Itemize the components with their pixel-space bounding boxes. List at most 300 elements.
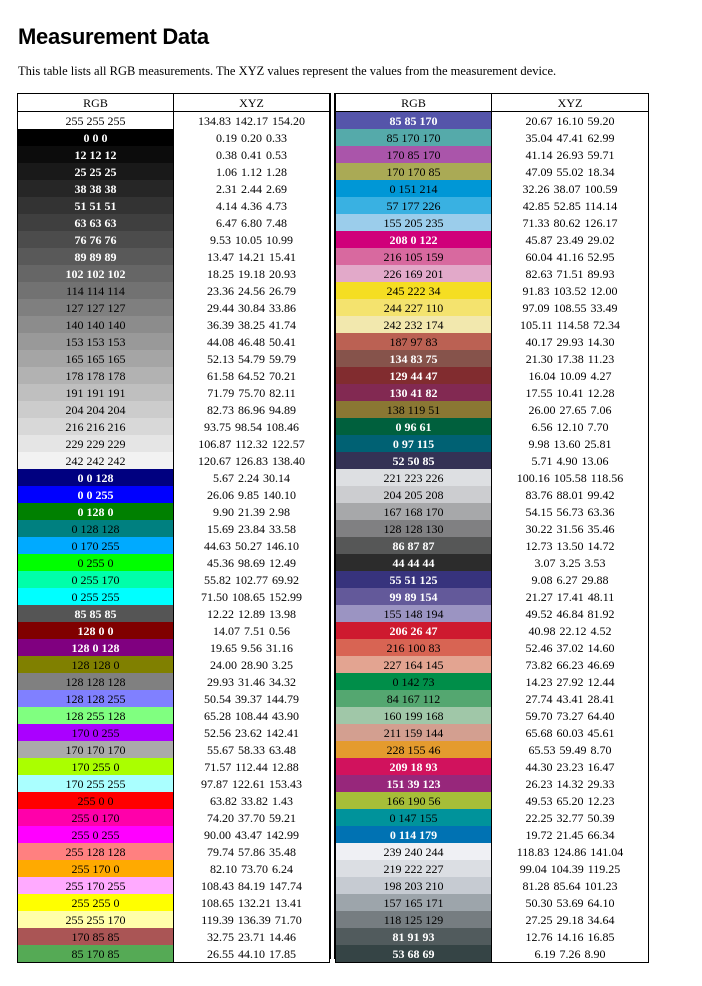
table-row [18,843,330,860]
table-row [336,333,649,350]
xyz-value-cell: 60.04 41.16 52.95 [492,248,649,265]
xyz-value-cell: 36.39 38.25 41.74 [174,316,330,333]
xyz-value-cell: 29.93 31.46 34.32 [174,673,330,690]
rgb-swatch-cell: 0 255 255 [18,588,174,605]
page-title: Measurement Data [18,24,209,49]
xyz-value-cell: 12.76 14.16 16.85 [492,928,649,945]
rgb-swatch-cell: 170 85 85 [18,928,174,945]
xyz-value-cell: 26.00 27.65 7.06 [492,401,649,418]
xyz-value-cell: 119.39 136.39 71.70 [174,911,330,928]
xyz-value-cell: 59.70 73.27 64.40 [492,707,649,724]
xyz-value-cell: 61.58 64.52 70.21 [174,367,330,384]
rgb-swatch-cell: 0 170 255 [18,537,174,554]
rgb-swatch-cell: 0 151 214 [336,180,492,197]
xyz-column-header: XYZ [174,94,330,112]
table-row [18,877,330,894]
rgb-swatch-cell: 85 170 170 [336,129,492,146]
table-row [18,622,330,639]
rgb-swatch-cell: 0 147 155 [336,809,492,826]
table-body-right [336,112,649,963]
xyz-value-cell: 0.19 0.20 0.33 [174,129,330,146]
rgb-swatch-cell: 242 242 242 [18,452,174,469]
rgb-swatch-cell: 151 39 123 [336,775,492,792]
xyz-value-cell: 23.36 24.56 26.79 [174,282,330,299]
table-row [18,656,330,673]
xyz-value-cell: 6.56 12.10 7.70 [492,418,649,435]
table-row [336,690,649,707]
rgb-swatch-cell: 127 127 127 [18,299,174,316]
rgb-swatch-cell: 44 44 44 [336,554,492,571]
table-row [336,775,649,792]
xyz-value-cell: 17.55 10.41 12.28 [492,384,649,401]
table-row [336,554,649,571]
table-row [336,520,649,537]
xyz-value-cell: 41.14 26.93 59.71 [492,146,649,163]
table-row [18,639,330,656]
rgb-swatch-cell: 229 229 229 [18,435,174,452]
rgb-swatch-cell: 114 114 114 [18,282,174,299]
table-row [336,350,649,367]
xyz-value-cell: 18.25 19.18 20.93 [174,265,330,282]
rgb-swatch-cell: 219 222 227 [336,860,492,877]
rgb-swatch-cell: 209 18 93 [336,758,492,775]
table-row [18,452,330,469]
xyz-value-cell: 1.06 1.12 1.28 [174,163,330,180]
table-row [336,265,649,282]
table-row [336,248,649,265]
rgb-swatch-cell: 166 190 56 [336,792,492,809]
table-row [336,894,649,911]
table-body-left [18,112,330,963]
xyz-value-cell: 40.98 22.12 4.52 [492,622,649,639]
xyz-value-cell: 97.87 122.61 153.43 [174,775,330,792]
rgb-swatch-cell: 157 165 171 [336,894,492,911]
table-row [336,163,649,180]
table-row [336,418,649,435]
table-row [336,129,649,146]
xyz-value-cell: 14.23 27.92 12.44 [492,673,649,690]
table-row [18,214,330,231]
rgb-swatch-cell: 208 0 122 [336,231,492,248]
xyz-value-cell: 24.00 28.90 3.25 [174,656,330,673]
xyz-value-cell: 108.43 84.19 147.74 [174,877,330,894]
xyz-value-cell: 5.67 2.24 30.14 [174,469,330,486]
xyz-value-cell: 3.07 3.25 3.53 [492,554,649,571]
rgb-swatch-cell: 0 128 128 [18,520,174,537]
rgb-swatch-cell: 242 232 174 [336,316,492,333]
rgb-column-header: RGB [18,94,174,112]
xyz-value-cell: 12.22 12.89 13.98 [174,605,330,622]
rgb-swatch-cell: 25 25 25 [18,163,174,180]
table-row [18,401,330,418]
rgb-swatch-cell: 153 153 153 [18,333,174,350]
xyz-value-cell: 5.71 4.90 13.06 [492,452,649,469]
measurement-table-left [17,93,330,963]
rgb-swatch-cell: 118 125 129 [336,911,492,928]
table-row [18,418,330,435]
rgb-swatch-cell: 216 105 159 [336,248,492,265]
xyz-value-cell: 99.04 104.39 119.25 [492,860,649,877]
table-row [18,945,330,963]
rgb-swatch-cell: 216 216 216 [18,418,174,435]
rgb-swatch-cell: 216 100 83 [336,639,492,656]
rgb-swatch-cell: 170 0 255 [18,724,174,741]
table-row [336,384,649,401]
xyz-value-cell: 65.28 108.44 43.90 [174,707,330,724]
rgb-swatch-cell: 204 204 204 [18,401,174,418]
rgb-swatch-cell: 128 128 128 [18,673,174,690]
rgb-swatch-cell: 102 102 102 [18,265,174,282]
xyz-value-cell: 30.22 31.56 35.46 [492,520,649,537]
rgb-swatch-cell: 0 0 0 [18,129,174,146]
table-row [336,809,649,826]
table-row [336,316,649,333]
table-row [18,469,330,486]
rgb-swatch-cell: 128 128 130 [336,520,492,537]
rgb-swatch-cell: 129 44 47 [336,367,492,384]
table-row [18,741,330,758]
table-row [18,537,330,554]
table-row [336,724,649,741]
rgb-swatch-cell: 128 255 128 [18,707,174,724]
xyz-value-cell: 50.54 39.37 144.79 [174,690,330,707]
rgb-column-header: RGB [336,94,492,112]
table-row [336,367,649,384]
table-row [336,197,649,214]
table-row [18,758,330,775]
rgb-swatch-cell: 86 87 87 [336,537,492,554]
xyz-value-cell: 14.07 7.51 0.56 [174,622,330,639]
xyz-value-cell: 45.87 23.49 29.02 [492,231,649,248]
rgb-swatch-cell: 0 255 170 [18,571,174,588]
rgb-swatch-cell: 128 0 128 [18,639,174,656]
rgb-swatch-cell: 227 164 145 [336,656,492,673]
table-row [18,928,330,945]
xyz-value-cell: 4.14 4.36 4.73 [174,197,330,214]
measurement-table-right [335,93,649,963]
xyz-value-cell: 21.30 17.38 11.23 [492,350,649,367]
xyz-value-cell: 22.25 32.77 50.39 [492,809,649,826]
xyz-value-cell: 93.75 98.54 108.46 [174,418,330,435]
table-row [18,809,330,826]
table-row [336,945,649,963]
xyz-value-cell: 90.00 43.47 142.99 [174,826,330,843]
table-row [336,843,649,860]
table-row [336,622,649,639]
rgb-swatch-cell: 89 89 89 [18,248,174,265]
xyz-value-cell: 27.25 29.18 34.64 [492,911,649,928]
rgb-swatch-cell: 255 128 128 [18,843,174,860]
rgb-swatch-cell: 170 255 0 [18,758,174,775]
table-row [18,673,330,690]
xyz-value-cell: 15.69 23.84 33.58 [174,520,330,537]
rgb-swatch-cell: 178 178 178 [18,367,174,384]
xyz-value-cell: 32.75 23.71 14.46 [174,928,330,945]
xyz-value-cell: 9.90 21.39 2.98 [174,503,330,520]
rgb-swatch-cell: 85 170 85 [18,945,174,963]
xyz-value-cell: 44.30 23.23 16.47 [492,758,649,775]
rgb-swatch-cell: 170 255 255 [18,775,174,792]
table-row [18,588,330,605]
table-row [18,112,330,130]
xyz-value-cell: 71.79 75.70 82.11 [174,384,330,401]
table-row [18,520,330,537]
xyz-value-cell: 9.08 6.27 29.88 [492,571,649,588]
intro-text: This table lists all RGB measurements. The XYZ values represent the values from the measurement device. [18,64,557,78]
table-row [336,707,649,724]
rgb-swatch-cell: 255 0 0 [18,792,174,809]
table-row [336,826,649,843]
rgb-swatch-cell: 0 128 0 [18,503,174,520]
table-row [18,911,330,928]
table-row [336,469,649,486]
rgb-swatch-cell: 226 169 201 [336,265,492,282]
xyz-value-cell: 42.85 52.85 114.14 [492,197,649,214]
table-row [336,928,649,945]
table-row [336,877,649,894]
rgb-swatch-cell: 244 227 110 [336,299,492,316]
table-row [18,554,330,571]
rgb-swatch-cell: 239 240 244 [336,843,492,860]
xyz-value-cell: 65.68 60.03 45.61 [492,724,649,741]
xyz-value-cell: 49.53 65.20 12.23 [492,792,649,809]
xyz-value-cell: 73.82 66.23 46.69 [492,656,649,673]
rgb-swatch-cell: 130 41 82 [336,384,492,401]
rgb-swatch-cell: 0 0 128 [18,469,174,486]
rgb-swatch-cell: 167 168 170 [336,503,492,520]
rgb-swatch-cell: 191 191 191 [18,384,174,401]
table-row [18,690,330,707]
rgb-swatch-cell: 85 85 85 [18,605,174,622]
table-row [336,452,649,469]
rgb-swatch-cell: 160 199 168 [336,707,492,724]
xyz-value-cell: 52.46 37.02 14.60 [492,639,649,656]
xyz-column-header: XYZ [492,94,649,112]
rgb-swatch-cell: 38 38 38 [18,180,174,197]
rgb-swatch-cell: 63 63 63 [18,214,174,231]
xyz-value-cell: 55.82 102.77 69.92 [174,571,330,588]
table-row [18,571,330,588]
rgb-swatch-cell: 255 255 255 [18,112,174,130]
table-row [18,367,330,384]
rgb-swatch-cell: 0 114 179 [336,826,492,843]
table-row [336,401,649,418]
header-row [18,94,330,112]
xyz-value-cell: 16.04 10.09 4.27 [492,367,649,384]
xyz-value-cell: 26.55 44.10 17.85 [174,945,330,963]
rgb-swatch-cell: 0 255 0 [18,554,174,571]
xyz-value-cell: 134.83 142.17 154.20 [174,112,330,130]
rgb-swatch-cell: 206 26 47 [336,622,492,639]
xyz-value-cell: 97.09 108.55 33.49 [492,299,649,316]
xyz-value-cell: 55.67 58.33 63.48 [174,741,330,758]
header-row [336,94,649,112]
table-row [18,435,330,452]
rgb-swatch-cell: 53 68 69 [336,945,492,963]
rgb-swatch-cell: 76 76 76 [18,231,174,248]
rgb-swatch-cell: 221 223 226 [336,469,492,486]
table-row [18,707,330,724]
xyz-value-cell: 9.98 13.60 25.81 [492,435,649,452]
rgb-swatch-cell: 0 142 73 [336,673,492,690]
xyz-value-cell: 91.83 103.52 12.00 [492,282,649,299]
table-row [336,231,649,248]
rgb-swatch-cell: 165 165 165 [18,350,174,367]
xyz-value-cell: 52.56 23.62 142.41 [174,724,330,741]
xyz-value-cell: 50.30 53.69 64.10 [492,894,649,911]
table-row [336,537,649,554]
table-row [18,282,330,299]
xyz-value-cell: 65.53 59.49 8.70 [492,741,649,758]
table-row [336,503,649,520]
table-row [18,333,330,350]
rgb-swatch-cell: 99 89 154 [336,588,492,605]
table-row [336,860,649,877]
rgb-swatch-cell: 57 177 226 [336,197,492,214]
xyz-value-cell: 6.19 7.26 8.90 [492,945,649,963]
xyz-value-cell: 0.38 0.41 0.53 [174,146,330,163]
rgb-swatch-cell: 134 83 75 [336,350,492,367]
xyz-value-cell: 71.33 80.62 126.17 [492,214,649,231]
xyz-value-cell: 108.65 132.21 13.41 [174,894,330,911]
xyz-value-cell: 32.26 38.07 100.59 [492,180,649,197]
table-row [18,384,330,401]
rgb-swatch-cell: 140 140 140 [18,316,174,333]
rgb-swatch-cell: 170 85 170 [336,146,492,163]
xyz-value-cell: 81.28 85.64 101.23 [492,877,649,894]
table-row [18,486,330,503]
table-row [336,571,649,588]
xyz-value-cell: 6.47 6.80 7.48 [174,214,330,231]
rgb-swatch-cell: 81 91 93 [336,928,492,945]
rgb-swatch-cell: 155 148 194 [336,605,492,622]
table-row [336,282,649,299]
table-row [336,588,649,605]
xyz-value-cell: 71.57 112.44 12.88 [174,758,330,775]
xyz-value-cell: 100.16 105.58 118.56 [492,469,649,486]
xyz-value-cell: 54.15 56.73 63.36 [492,503,649,520]
xyz-value-cell: 120.67 126.83 138.40 [174,452,330,469]
table-row [18,248,330,265]
rgb-swatch-cell: 51 51 51 [18,197,174,214]
rgb-swatch-cell: 255 255 0 [18,894,174,911]
table-row [18,163,330,180]
table-row [18,826,330,843]
rgb-swatch-cell: 0 96 61 [336,418,492,435]
table-row [336,112,649,130]
table-row [18,197,330,214]
table-row [18,265,330,282]
xyz-value-cell: 9.53 10.05 10.99 [174,231,330,248]
rgb-swatch-cell: 204 205 208 [336,486,492,503]
table-row [336,486,649,503]
table-row [18,129,330,146]
table-row [336,758,649,775]
table-row [18,605,330,622]
rgb-swatch-cell: 138 119 51 [336,401,492,418]
table-row [18,860,330,877]
table-row [18,350,330,367]
xyz-value-cell: 63.82 33.82 1.43 [174,792,330,809]
xyz-value-cell: 105.11 114.58 72.34 [492,316,649,333]
table-row [336,639,649,656]
xyz-value-cell: 19.65 9.56 31.16 [174,639,330,656]
table-row [336,673,649,690]
xyz-value-cell: 106.87 112.32 122.57 [174,435,330,452]
rgb-swatch-cell: 52 50 85 [336,452,492,469]
xyz-value-cell: 83.76 88.01 99.42 [492,486,649,503]
rgb-swatch-cell: 170 170 170 [18,741,174,758]
xyz-value-cell: 45.36 98.69 12.49 [174,554,330,571]
xyz-value-cell: 47.09 55.02 18.34 [492,163,649,180]
rgb-swatch-cell: 255 170 255 [18,877,174,894]
table-row [336,214,649,231]
xyz-value-cell: 71.50 108.65 152.99 [174,588,330,605]
xyz-value-cell: 44.08 46.48 50.41 [174,333,330,350]
rgb-swatch-cell: 128 0 0 [18,622,174,639]
rgb-swatch-cell: 84 167 112 [336,690,492,707]
xyz-value-cell: 20.67 16.10 59.20 [492,112,649,130]
table-row [336,656,649,673]
rgb-swatch-cell: 0 0 255 [18,486,174,503]
rgb-swatch-cell: 155 205 235 [336,214,492,231]
xyz-value-cell: 79.74 57.86 35.48 [174,843,330,860]
table-row [18,231,330,248]
table-row [18,316,330,333]
rgb-swatch-cell: 255 0 170 [18,809,174,826]
rgb-swatch-cell: 0 97 115 [336,435,492,452]
rgb-swatch-cell: 255 170 0 [18,860,174,877]
xyz-value-cell: 35.04 47.41 62.99 [492,129,649,146]
table-row [18,146,330,163]
rgb-swatch-cell: 255 0 255 [18,826,174,843]
table-row [336,605,649,622]
rgb-swatch-cell: 255 255 170 [18,911,174,928]
xyz-value-cell: 27.74 43.41 28.41 [492,690,649,707]
xyz-value-cell: 82.73 86.96 94.89 [174,401,330,418]
table-row [18,894,330,911]
xyz-value-cell: 82.10 73.70 6.24 [174,860,330,877]
xyz-value-cell: 44.63 50.27 146.10 [174,537,330,554]
table-row [18,792,330,809]
table-row [336,792,649,809]
rgb-swatch-cell: 228 155 46 [336,741,492,758]
rgb-swatch-cell: 211 159 144 [336,724,492,741]
xyz-value-cell: 40.17 29.93 14.30 [492,333,649,350]
xyz-value-cell: 12.73 13.50 14.72 [492,537,649,554]
rgb-swatch-cell: 128 128 255 [18,690,174,707]
xyz-value-cell: 49.52 46.84 81.92 [492,605,649,622]
table-row [18,775,330,792]
table-row [336,435,649,452]
table-row [336,146,649,163]
xyz-value-cell: 2.31 2.44 2.69 [174,180,330,197]
rgb-swatch-cell: 55 51 125 [336,571,492,588]
xyz-value-cell: 13.47 14.21 15.41 [174,248,330,265]
rgb-swatch-cell: 170 170 85 [336,163,492,180]
xyz-value-cell: 19.72 21.45 66.34 [492,826,649,843]
table-row [336,741,649,758]
rgb-swatch-cell: 128 128 0 [18,656,174,673]
rgb-swatch-cell: 187 97 83 [336,333,492,350]
rgb-swatch-cell: 245 222 34 [336,282,492,299]
xyz-value-cell: 29.44 30.84 33.86 [174,299,330,316]
table-row [18,503,330,520]
xyz-value-cell: 26.06 9.85 140.10 [174,486,330,503]
rgb-swatch-cell: 85 85 170 [336,112,492,130]
table-row [336,180,649,197]
xyz-value-cell: 74.20 37.70 59.21 [174,809,330,826]
